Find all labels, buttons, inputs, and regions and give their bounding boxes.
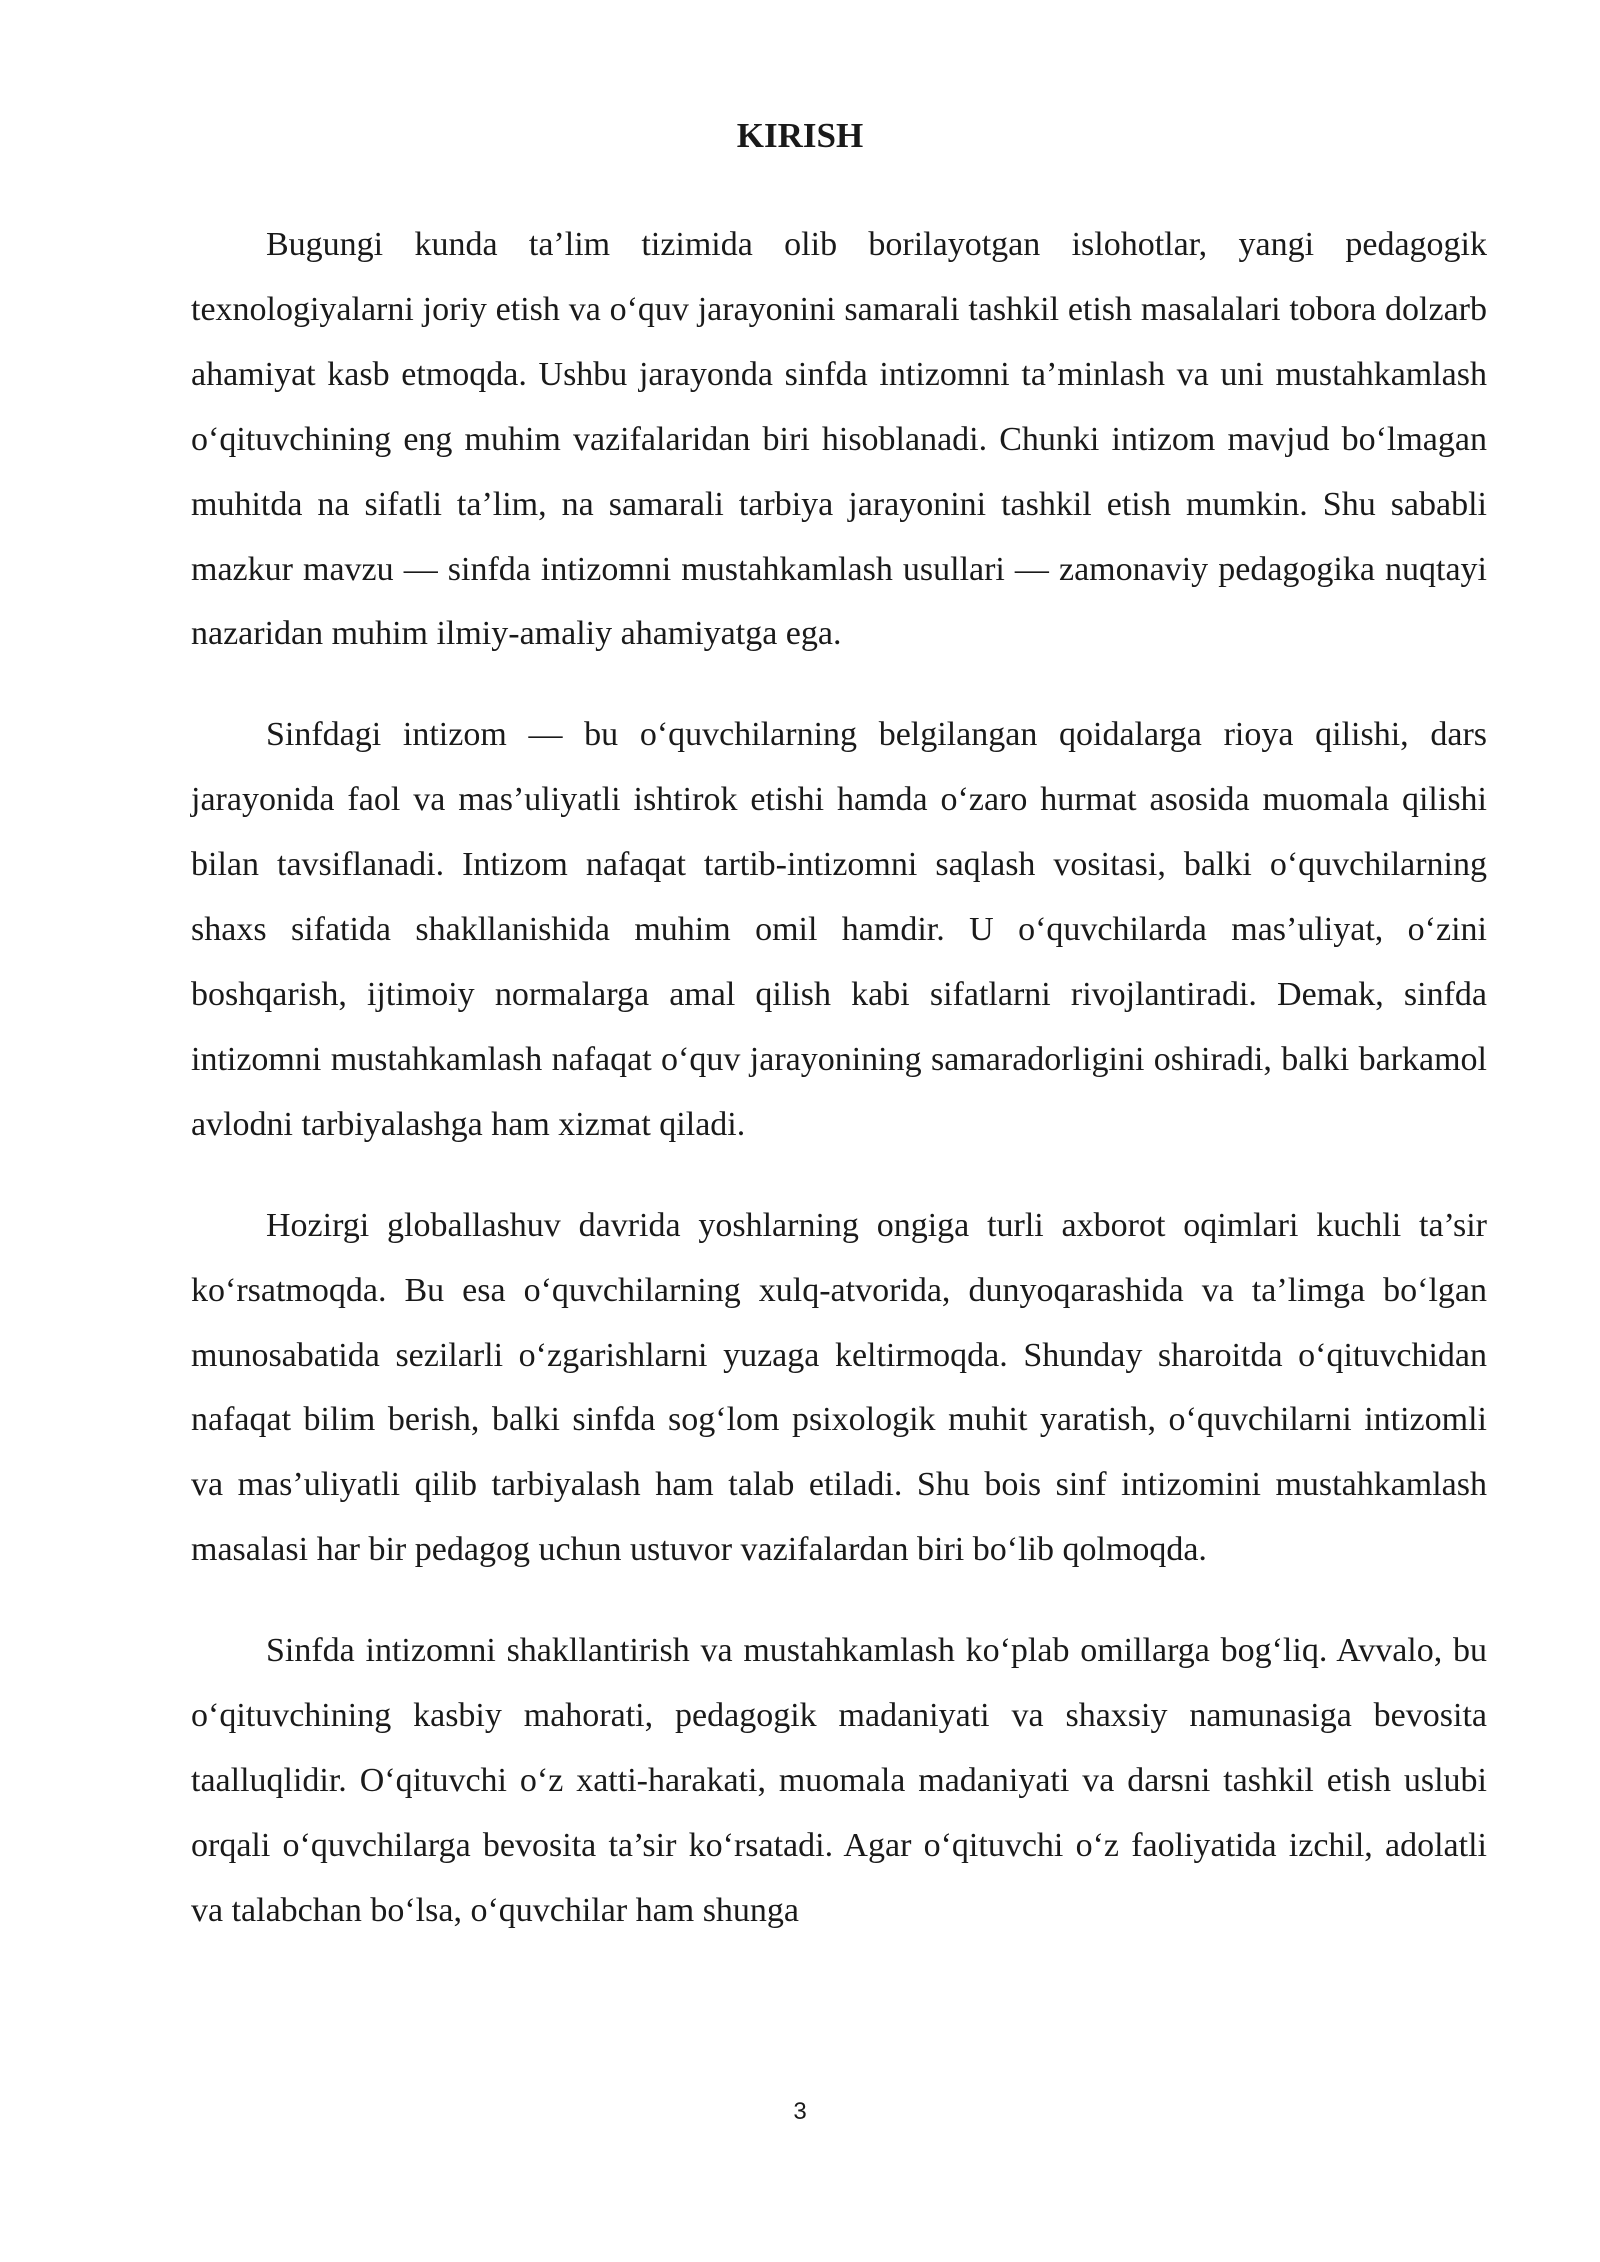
- document-body: [191, 213, 1487, 1980]
- paragraph-3: Hozirgi globallashuv davrida yoshlarning ongiga turli axborot oqimlari kuchli ta’sir ko‘rsatmoqda. Bu esa o‘quvchilarning xulq-atvorida, dunyoqarashida va ta’limga bo‘lgan munosabatida sezilarli o‘zgarishlarni yuzaga keltirmoqda. Shunday sharoitda o‘qituvchidan nafaqat bilim berish, balki sinfda sog‘lom psixologik muhit yaratish, o‘quvchilarni intizomli va mas’uliyatli qilib tarbiyalash ham talab etiladi. Shu bois sinf intizomini mustahkamlash masalasi har bir pedagog uchun ustuvor vazifalardan biri bo‘lib qolmoqda.: [191, 1206, 1487, 1569]
- section-title: KIRISH: [736, 116, 864, 155]
- paragraph-1: Bugungi kunda ta’lim tizimida olib borilayotgan islohotlar, yangi pedagogik texnologiyalarni joriy etish va o‘quv jarayonini samarali tashkil etish masalalari tobora dolzarb ahamiyat kasb etmoqda. Ushbu jarayonda sinfda intizomni ta’minlash va uni mustahkamlash o‘qituvchining eng muhim vazifalaridan biri hisoblanadi. Chunki intizom mavjud bo‘lmagan muhitda na sifatli ta’lim, na samarali tarbiya jarayonini tashkil etish mumkin. Shu sababli mazkur mavzu — sinfda intizomni mustahkamlash usullari — zamonaviy pedagogika nuqtayi nazaridan muhim ilmiy-amaliy ahamiyatga ega.: [191, 226, 1487, 653]
- paragraph-2: Sinfdagi intizom — bu o‘quvchilarning belgilangan qoidalarga rioya qilishi, dars jarayonida faol va mas’uliyatli ishtirok etishi hamda o‘zaro hurmat asosida muomala qilishi bilan tavsiflanadi. Intizom nafaqat tartib-intizomni saqlash vositasi, balki o‘quvchilarning shaxs sifatida shakllanishida muhim omil hamdir. U o‘quvchilarda mas’uliyat, o‘zini boshqarish, ijtimoiy normalarga amal qilish kabi sifatlarni rivojlantiradi. Demak, sinfda intizomni mustahkamlash nafaqat o‘quv jarayonining samaradorligini oshiradi, balki barkamol avlodni tarbiyalashga ham xizmat qiladi.: [191, 716, 1487, 1143]
- paragraph-4: Sinfda intizomni shakllantirish va mustahkamlash ko‘plab omillarga bog‘liq. Avvalo, bu o‘qituvchining kasbiy mahorati, pedagogik madaniyati va shaxsiy namunasiga bevosita taalluqlidir. O‘qituvchi o‘z xatti-harakati, muomala madaniyati va darsni tashkil etish uslubi orqali o‘quvchilarga bevosita ta’sir ko‘rsatadi. Agar o‘qituvchi o‘z faoliyatida izchil, adolatli va talabchan bo‘lsa, o‘quvchilar ham shunga: [191, 1632, 1487, 1929]
- page-number: 3: [793, 2098, 807, 2125]
